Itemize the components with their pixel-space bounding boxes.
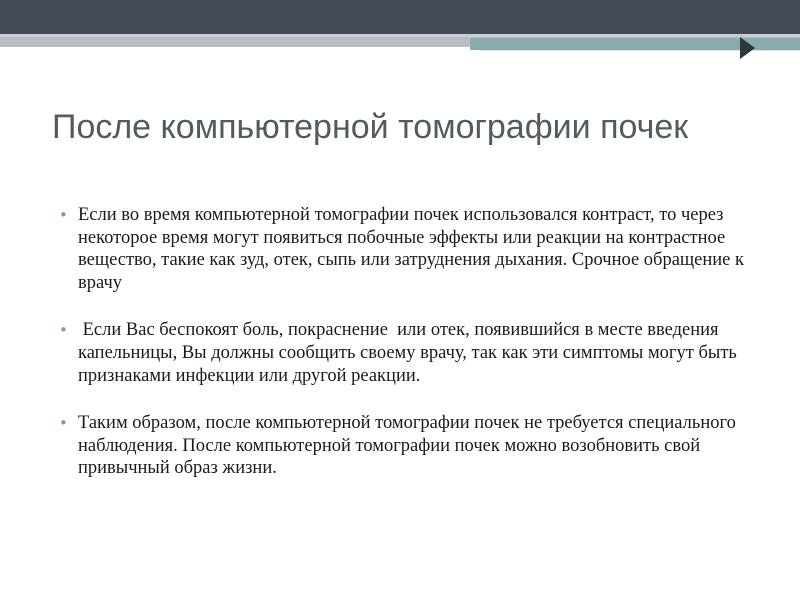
bullet-text: Таким образом, после компьютерной томографии почек не требуется специального наблюдения. После компьютерной томографии почек можно возобновить свой привычный образ жизни.	[78, 413, 736, 479]
slide-title: После компьютерной томографии почек	[52, 108, 689, 146]
bullet-dot-icon: •	[59, 321, 68, 340]
bullet-item	[58, 319, 778, 387]
bullet-item	[58, 204, 778, 294]
bullet-dot-icon: •	[59, 414, 68, 433]
bullet-item	[58, 412, 778, 480]
arrow-icon	[740, 37, 755, 59]
header-band	[0, 0, 800, 34]
bullet-text: Если во время компьютерной томографии почек использовался контраст, то через некоторое время могут появиться побочные эффекты или реакции на контрастное вещество, такие как зуд, отек, сыпь или затруднения дыхания. Срочное обращение к врачу	[78, 205, 745, 293]
bullet-list	[58, 204, 778, 505]
bullet-text: Если Вас беспокоят боль, покраснение или отек, появившийся в месте введения капельницы, Вы должны сообщить своему врачу, так как эти симптомы могут быть признаками инфекции или другой реакции.	[78, 320, 742, 386]
bullet-dot-icon: •	[59, 206, 68, 224]
